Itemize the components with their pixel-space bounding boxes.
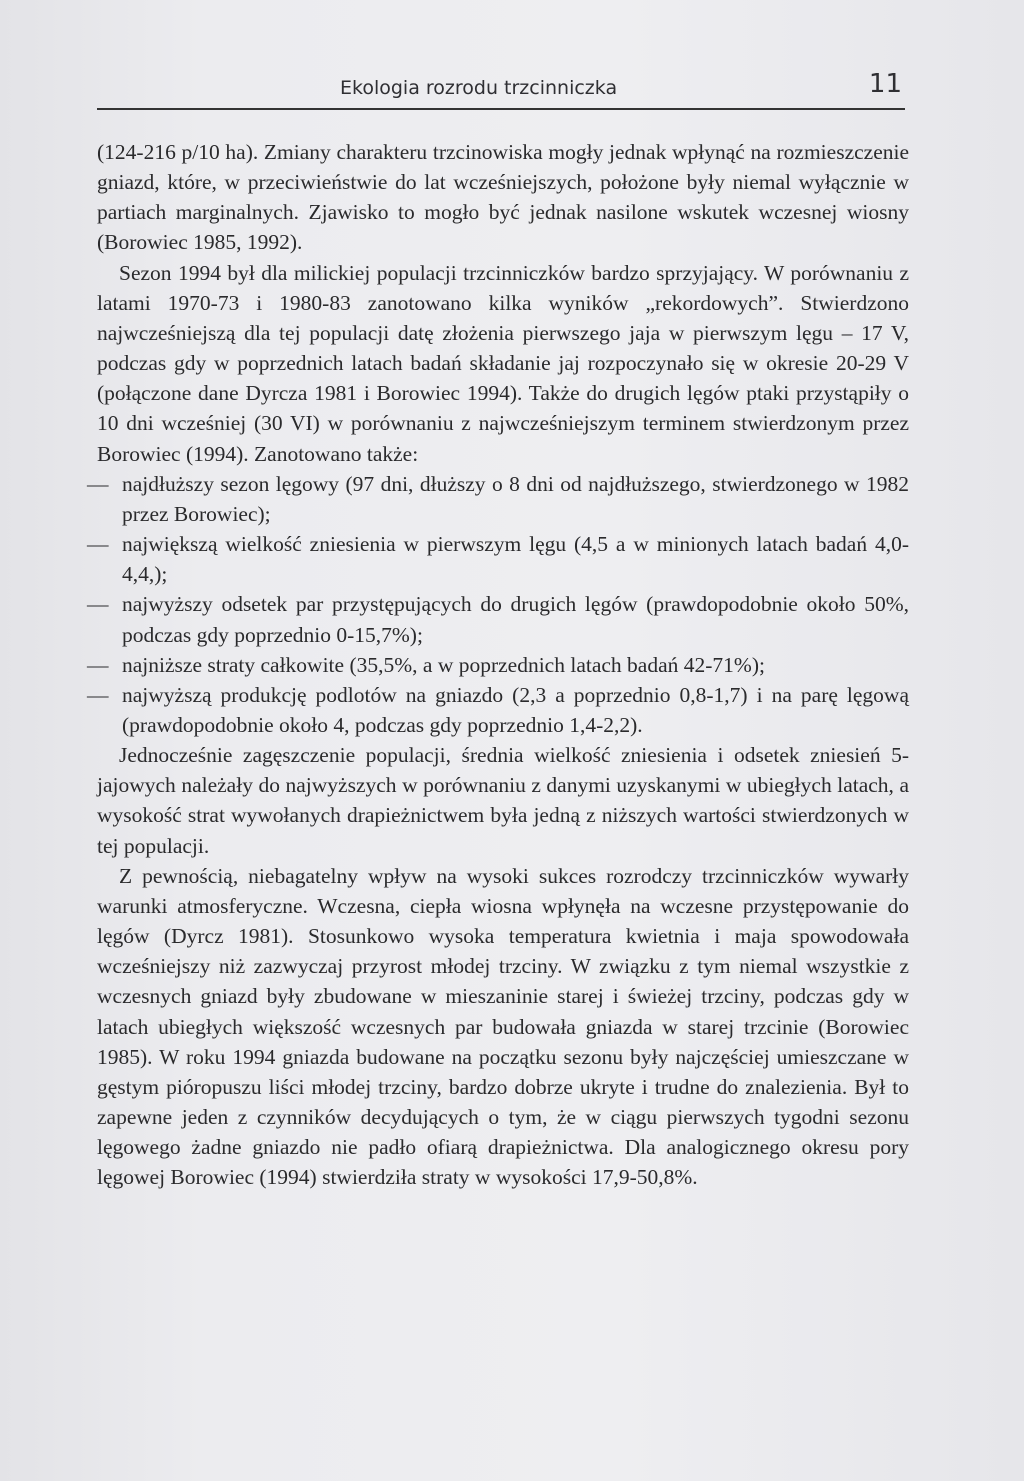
dash-marker: —: [87, 592, 109, 617]
dash-marker: —: [87, 652, 109, 677]
paragraph-continuation: (124-216 p/10 ha). Zmiany charakteru trzcinowiska mogły jednak wpłynąć na rozmieszczenie gniazd, które, w przeciwieństwie do lat wcześniejszych, położone były niemal wyłącznie w partiach marginalnych. Zjawisko to mogło być jednak nasilone wskutek wczesnej wiosny (Borowiec 1985, 1992).: [97, 140, 909, 255]
paragraph-weather-influence: Z pewnością, niebagatelny wpływ na wysoki sukces rozrodczy trzcinniczków wywarły warunki atmosferyczne. Wczesna, ciepła wiosna wpłynęła na wczesne przystępowanie do lęgów (Dyrcz 1981). Stosunkowo wysoka temperatura kwietnia i maja spowodowała wcześniejszy niż zazwyczaj przyrost młodej trzciny. W związku z tym niemal wszystkie z wczesnych gniazd były zbudowane w mieszaninie starej i świeżej trzciny, podczas gdy w latach ubiegłych większość wczesnych par budowała gniazda w starej trzcinie (Borowiec 1985). W roku 1994 gniazda budowane na początku sezonu były najczęściej umieszczane w gęstym pióropuszu liści młodej trzciny, bardzo dobrze ukryte i trudne do znalezienia. Był to zapewne jeden z czynników decydujących o tym, że w ciągu pierwszych tygodni sezonu lęgowego żadne gniazdo nie padło ofiarą drapieżnictwa. Dla analogicznego okresu pory lęgowej Borowiec (1994) stwierdziła straty w wysokości 17,9-50,8%.: [97, 863, 909, 1190]
records-list: [87, 469, 909, 740]
body-text: [87, 137, 909, 1192]
list-item: [87, 529, 909, 589]
dash-marker: —: [87, 471, 109, 496]
list-item: [87, 469, 909, 529]
dash-marker: —: [87, 532, 109, 557]
running-title: Ekologia rozrodu trzcinniczka: [340, 77, 618, 99]
list-item-text: najniższe straty całkowite (35,5%, a w poprzednich latach badań 42-71%);: [122, 652, 765, 677]
dash-marker: —: [87, 682, 109, 707]
list-item: [87, 680, 909, 740]
paragraph-season-1994: Sezon 1994 był dla milickiej populacji trzcinniczków bardzo sprzyjający. W porównaniu z latami 1970-73 i 1980-83 zanotowano kilka wyników „rekordowych”. Stwierdzono najwcześniejszą dla tej populacji datę złożenia pierwszego jaja w pierwszym lęgu – 17 V, podczas gdy w poprzednich latach badań składanie jaj rozpoczynało się w okresie 20-29 V (połączone dane Dyrcza 1981 i Borowiec 1994). Także do drugich lęgów ptaki przystąpiły o 10 dni wcześniej (30 VI) w porównaniu z najwcześniejszym terminem stwierdzonym przez Borowiec (1994). Zanotowano także:: [97, 260, 909, 466]
list-item-text: najwyższy odsetek par przystępujących do drugich lęgów (prawdopodobnie około 50%, podczas gdy poprzednio 0-15,7%);: [122, 592, 909, 647]
running-header: [97, 68, 905, 110]
page-number: 11: [868, 69, 902, 99]
list-item-text: najwyższą produkcję podlotów na gniazdo (2,3 a poprzednio 0,8-1,7) i na parę lęgową (prawdopodobnie około 4, podczas gdy poprzednio 1,4-2,2).: [122, 682, 909, 737]
list-item-text: najdłuższy sezon lęgowy (97 dni, dłuższy o 8 dni od najdłuższego, stwierdzonego w 1982 przez Borowiec);: [122, 471, 909, 526]
list-item: [87, 650, 909, 680]
list-item: [87, 589, 909, 649]
list-item-text: największą wielkość zniesienia w pierwszym lęgu (4,5 a w minionych latach badań 4,0-4,4,);: [122, 532, 909, 587]
paragraph-population-summary: Jednocześnie zagęszczenie populacji, średnia wielkość zniesienia i odsetek zniesień 5-jajowych należały do najwyższych w porównaniu z danymi uzyskanymi w ubiegłych latach, a wysokość strat wywołanych drapieżnictwem była jedną z niższych wartości stwierdzonych w tej populacji.: [97, 743, 909, 858]
